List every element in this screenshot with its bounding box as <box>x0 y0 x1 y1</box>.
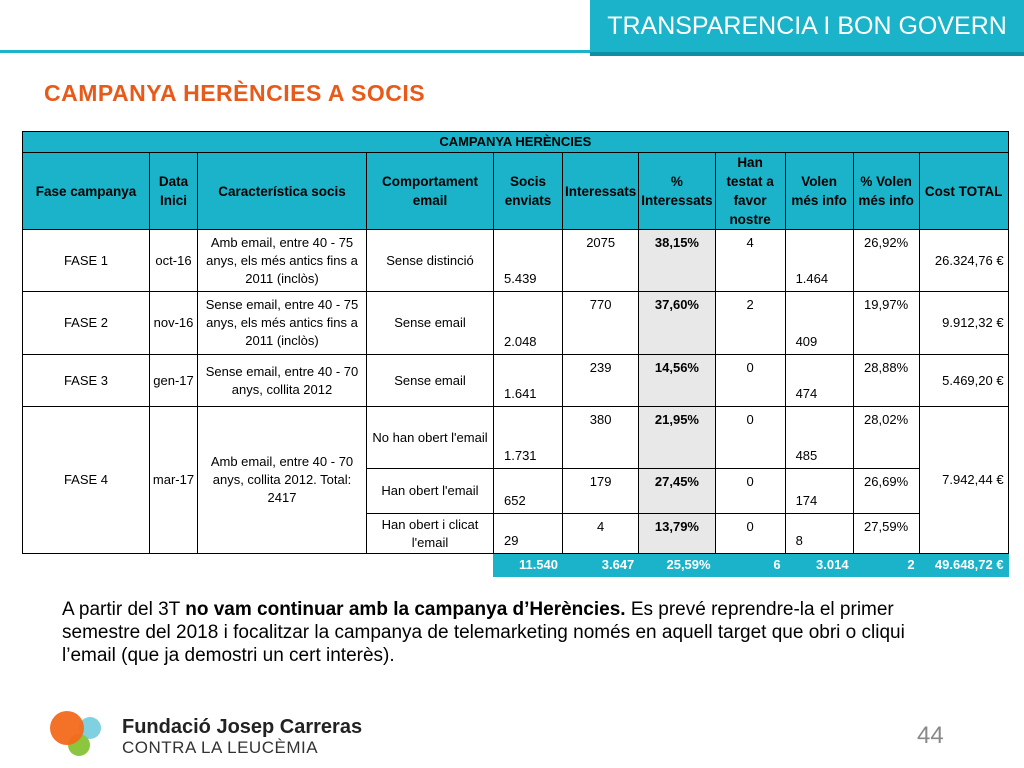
cell-data: oct-16 <box>150 230 198 292</box>
col-header: Interessats <box>563 153 639 230</box>
cell-testat: 0 <box>715 469 785 514</box>
cell-volen: 174 <box>785 469 853 514</box>
cell-pct-interessats: 37,60% <box>639 292 715 355</box>
cell-fase: FASE 1 <box>23 230 150 292</box>
total-interessats: 3.647 <box>563 554 639 577</box>
brand-name: Fundació Josep Carreras <box>122 716 363 738</box>
cell-cost: 9.912,32 € <box>919 292 1008 355</box>
cell-enviats: 1.731 <box>494 407 563 469</box>
cell-volen: 1.464 <box>785 230 853 292</box>
fundacio-logo-icon <box>48 708 108 758</box>
cell-testat: 0 <box>715 355 785 407</box>
page-number: 44 <box>917 722 944 749</box>
cell-comport: Sense distinció <box>367 230 494 292</box>
total-cost: 49.648,72 € <box>919 554 1008 577</box>
total-volen: 3.014 <box>785 554 853 577</box>
cell-caract: Sense email, entre 40 - 70 anys, collita 2012 <box>198 355 367 407</box>
cell-cost: 26.324,76 € <box>919 230 1008 292</box>
col-header: Cost TOTAL <box>919 153 1008 230</box>
cell-enviats: 1.641 <box>494 355 563 407</box>
cell-cost: 5.469,20 € <box>919 355 1008 407</box>
cell-pct-interessats: 14,56% <box>639 355 715 407</box>
total-testat: 6 <box>715 554 785 577</box>
cell-enviats: 2.048 <box>494 292 563 355</box>
cell-comport: Han obert i clicat l'email <box>367 514 494 554</box>
table-header-row <box>23 153 1009 230</box>
cell-pct-volen: 27,59% <box>853 514 919 554</box>
col-header: % Volen més info <box>853 153 919 230</box>
cell-data: gen-17 <box>150 355 198 407</box>
cell-interessats: 239 <box>563 355 639 407</box>
cell-pct-volen: 26,69% <box>853 469 919 514</box>
cell-cost: 7.942,44 € <box>919 407 1008 554</box>
col-header: Fase campanya <box>23 153 150 230</box>
cell-data: mar-17 <box>150 407 198 554</box>
table-row <box>23 230 1009 292</box>
cell-caract: Amb email, entre 40 - 70 anys, collita 2012. Total: 2417 <box>198 407 367 554</box>
cell-testat: 0 <box>715 407 785 469</box>
cell-pct-volen: 26,92% <box>853 230 919 292</box>
cell-fase: FASE 2 <box>23 292 150 355</box>
table-caption: CAMPANYA HERÈNCIES <box>23 132 1009 153</box>
cell-testat: 4 <box>715 230 785 292</box>
campaign-table <box>22 131 1009 577</box>
col-header: Comportament email <box>367 153 494 230</box>
col-header: Socis enviats <box>494 153 563 230</box>
cell-comport: Sense email <box>367 355 494 407</box>
col-header: Data Inici <box>150 153 198 230</box>
cell-testat: 0 <box>715 514 785 554</box>
total-pct-volen: 2 <box>853 554 919 577</box>
cell-pct-volen: 19,97% <box>853 292 919 355</box>
cell-pct-interessats: 21,95% <box>639 407 715 469</box>
totals-row <box>23 554 1009 577</box>
page-title: CAMPANYA HERÈNCIES A SOCIS <box>44 80 426 106</box>
cell-pct-interessats: 38,15% <box>639 230 715 292</box>
header-rule <box>0 50 590 53</box>
cell-interessats: 4 <box>563 514 639 554</box>
cell-pct-volen: 28,02% <box>853 407 919 469</box>
cell-volen: 485 <box>785 407 853 469</box>
cell-comport: Han obert l'email <box>367 469 494 514</box>
summary-text-cont: Es prevé reprendre-la el primer semestre del 2018 i focalitzar la campanya de telemarketing només en aquell target que obri o cliqui l’email (que ja demostri un cert interès). <box>62 599 905 666</box>
section-banner: TRANSPARENCIA I BON GOVERN <box>590 0 1024 52</box>
header-rule-accent <box>590 52 1024 56</box>
total-enviats: 11.540 <box>494 554 563 577</box>
col-header: Volen més info <box>785 153 853 230</box>
summary-emphasis: no vam continuar amb la campanya d’Herències. <box>185 599 626 620</box>
cell-interessats: 2075 <box>563 230 639 292</box>
cell-enviats: 652 <box>494 469 563 514</box>
cell-caract: Sense email, entre 40 - 75 anys, els més antics fins a 2011 (inclòs) <box>198 292 367 355</box>
table-row <box>23 355 1009 407</box>
col-header: Han testat a favor nostre <box>715 153 785 230</box>
cell-caract: Amb email, entre 40 - 75 anys, els més antics fins a 2011 (inclòs) <box>198 230 367 292</box>
summary-text: A partir del 3T <box>62 599 186 620</box>
cell-interessats: 770 <box>563 292 639 355</box>
cell-data: nov-16 <box>150 292 198 355</box>
col-header: Característica socis <box>198 153 367 230</box>
cell-enviats: 5.439 <box>494 230 563 292</box>
cell-volen: 474 <box>785 355 853 407</box>
cell-volen: 8 <box>785 514 853 554</box>
cell-pct-interessats: 13,79% <box>639 514 715 554</box>
brand-tagline: CONTRA LA LEUCÈMIA <box>122 738 319 757</box>
table-row <box>23 407 1009 469</box>
total-pct-interessats: 25,59% <box>639 554 715 577</box>
cell-comport: No han obert l'email <box>367 407 494 469</box>
col-header: % Interessats <box>639 153 715 230</box>
cell-testat: 2 <box>715 292 785 355</box>
cell-interessats: 179 <box>563 469 639 514</box>
cell-fase: FASE 3 <box>23 355 150 407</box>
cell-pct-volen: 28,88% <box>853 355 919 407</box>
summary-paragraph <box>62 598 962 667</box>
cell-enviats: 29 <box>494 514 563 554</box>
cell-comport: Sense email <box>367 292 494 355</box>
cell-interessats: 380 <box>563 407 639 469</box>
cell-fase: FASE 4 <box>23 407 150 554</box>
cell-volen: 409 <box>785 292 853 355</box>
cell-pct-interessats: 27,45% <box>639 469 715 514</box>
table-row <box>23 292 1009 355</box>
